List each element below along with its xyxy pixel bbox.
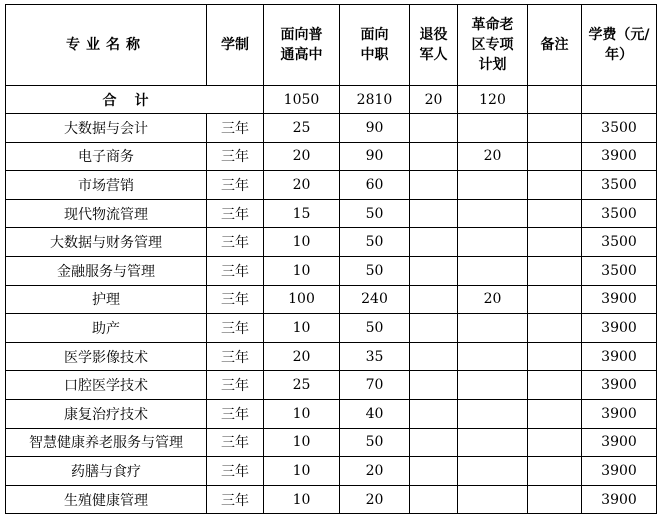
cell-veterans [410, 399, 458, 428]
table-row [6, 114, 657, 143]
cell-vocational: 240 [340, 285, 410, 314]
cell-veterans [410, 342, 458, 371]
cell-revolutionary [458, 485, 528, 514]
cell-fee: 3900 [582, 342, 657, 371]
table-row [6, 256, 657, 285]
cell-major-name: 医学影像技术 [6, 342, 207, 371]
cell-duration: 三年 [207, 485, 264, 514]
cell-revolutionary [458, 114, 528, 143]
cell-veterans [410, 371, 458, 400]
header-revolutionary: 革命老区专项计划 [458, 5, 528, 86]
cell-major-name: 金融服务与管理 [6, 256, 207, 285]
cell-major-name: 护理 [6, 285, 207, 314]
cell-revolutionary [458, 314, 528, 343]
cell-fee: 3900 [582, 285, 657, 314]
header-fee: 学费（元/年） [582, 5, 657, 86]
cell-revolutionary [458, 399, 528, 428]
cell-veterans [410, 285, 458, 314]
cell-notes [528, 256, 582, 285]
cell-veterans [410, 142, 458, 171]
cell-duration: 三年 [207, 428, 264, 457]
cell-notes [528, 428, 582, 457]
cell-veterans [410, 228, 458, 257]
cell-duration: 三年 [207, 457, 264, 486]
cell-vocational: 50 [340, 428, 410, 457]
cell-fee: 3900 [582, 457, 657, 486]
cell-revolutionary: 20 [458, 142, 528, 171]
cell-high-school: 25 [264, 371, 340, 400]
cell-vocational: 40 [340, 399, 410, 428]
cell-major-name: 电子商务 [6, 142, 207, 171]
header-vocational: 面向中职 [340, 5, 410, 86]
cell-duration: 三年 [207, 199, 264, 228]
cell-notes [528, 314, 582, 343]
cell-notes [528, 342, 582, 371]
cell-veterans [410, 457, 458, 486]
table-row [6, 171, 657, 200]
cell-high-school: 10 [264, 314, 340, 343]
cell-major-name: 口腔医学技术 [6, 371, 207, 400]
cell-major-name: 大数据与会计 [6, 114, 207, 143]
cell-duration: 三年 [207, 228, 264, 257]
cell-revolutionary [458, 171, 528, 200]
cell-fee: 3500 [582, 228, 657, 257]
header-high-school: 面向普通高中 [264, 5, 340, 86]
cell-duration: 三年 [207, 399, 264, 428]
cell-high-school: 20 [264, 142, 340, 171]
cell-revolutionary [458, 457, 528, 486]
cell-major-name: 智慧健康养老服务与管理 [6, 428, 207, 457]
total-fee [582, 86, 657, 114]
header-row [6, 5, 657, 86]
cell-major-name: 康复治疗技术 [6, 399, 207, 428]
total-label: 合计 [6, 86, 264, 114]
cell-duration: 三年 [207, 171, 264, 200]
cell-notes [528, 114, 582, 143]
cell-revolutionary [458, 371, 528, 400]
cell-notes [528, 199, 582, 228]
header-notes: 备注 [528, 5, 582, 86]
cell-revolutionary [458, 342, 528, 371]
cell-fee: 3500 [582, 114, 657, 143]
cell-vocational: 50 [340, 314, 410, 343]
header-duration: 学制 [207, 5, 264, 86]
cell-fee: 3500 [582, 199, 657, 228]
cell-vocational: 90 [340, 114, 410, 143]
cell-veterans [410, 199, 458, 228]
cell-vocational: 50 [340, 228, 410, 257]
cell-high-school: 10 [264, 428, 340, 457]
cell-vocational: 35 [340, 342, 410, 371]
cell-veterans [410, 428, 458, 457]
cell-fee: 3900 [582, 399, 657, 428]
cell-revolutionary [458, 428, 528, 457]
cell-vocational: 60 [340, 171, 410, 200]
cell-high-school: 100 [264, 285, 340, 314]
cell-high-school: 10 [264, 485, 340, 514]
cell-veterans [410, 171, 458, 200]
cell-duration: 三年 [207, 285, 264, 314]
total-veterans: 20 [410, 86, 458, 114]
cell-fee: 3900 [582, 142, 657, 171]
cell-duration: 三年 [207, 371, 264, 400]
enrollment-plan-table [5, 4, 657, 514]
header-major-name: 专业名称 [6, 5, 207, 86]
cell-high-school: 10 [264, 256, 340, 285]
cell-high-school: 10 [264, 228, 340, 257]
cell-major-name: 市场营销 [6, 171, 207, 200]
cell-fee: 3900 [582, 314, 657, 343]
table-row [6, 142, 657, 171]
cell-vocational: 20 [340, 485, 410, 514]
cell-revolutionary: 20 [458, 285, 528, 314]
table-row [6, 199, 657, 228]
cell-major-name: 药膳与食疗 [6, 457, 207, 486]
cell-major-name: 生殖健康管理 [6, 485, 207, 514]
table-row [6, 228, 657, 257]
cell-duration: 三年 [207, 314, 264, 343]
cell-vocational: 50 [340, 256, 410, 285]
cell-fee: 3900 [582, 428, 657, 457]
table-row [6, 314, 657, 343]
cell-high-school: 10 [264, 399, 340, 428]
total-row [6, 86, 657, 114]
cell-high-school: 20 [264, 342, 340, 371]
cell-duration: 三年 [207, 342, 264, 371]
cell-notes [528, 457, 582, 486]
table-row [6, 485, 657, 514]
cell-vocational: 20 [340, 457, 410, 486]
cell-duration: 三年 [207, 142, 264, 171]
cell-notes [528, 485, 582, 514]
table-row [6, 285, 657, 314]
cell-major-name: 大数据与财务管理 [6, 228, 207, 257]
cell-high-school: 10 [264, 457, 340, 486]
cell-high-school: 25 [264, 114, 340, 143]
cell-revolutionary [458, 199, 528, 228]
cell-major-name: 现代物流管理 [6, 199, 207, 228]
cell-high-school: 20 [264, 171, 340, 200]
total-high-school: 1050 [264, 86, 340, 114]
table-row [6, 371, 657, 400]
cell-fee: 3500 [582, 256, 657, 285]
total-vocational: 2810 [340, 86, 410, 114]
cell-fee: 3900 [582, 485, 657, 514]
table-row [6, 342, 657, 371]
total-revolutionary: 120 [458, 86, 528, 114]
cell-revolutionary [458, 228, 528, 257]
cell-high-school: 15 [264, 199, 340, 228]
cell-notes [528, 228, 582, 257]
table-row [6, 428, 657, 457]
cell-vocational: 90 [340, 142, 410, 171]
cell-veterans [410, 256, 458, 285]
cell-major-name: 助产 [6, 314, 207, 343]
table-row [6, 399, 657, 428]
cell-fee: 3500 [582, 171, 657, 200]
cell-revolutionary [458, 256, 528, 285]
cell-notes [528, 285, 582, 314]
cell-notes [528, 142, 582, 171]
cell-duration: 三年 [207, 114, 264, 143]
cell-notes [528, 371, 582, 400]
cell-fee: 3900 [582, 371, 657, 400]
cell-vocational: 70 [340, 371, 410, 400]
cell-duration: 三年 [207, 256, 264, 285]
cell-veterans [410, 485, 458, 514]
cell-veterans [410, 314, 458, 343]
cell-vocational: 50 [340, 199, 410, 228]
cell-notes [528, 171, 582, 200]
cell-notes [528, 399, 582, 428]
table-row [6, 457, 657, 486]
total-notes [528, 86, 582, 114]
header-veterans: 退役军人 [410, 5, 458, 86]
cell-veterans [410, 114, 458, 143]
